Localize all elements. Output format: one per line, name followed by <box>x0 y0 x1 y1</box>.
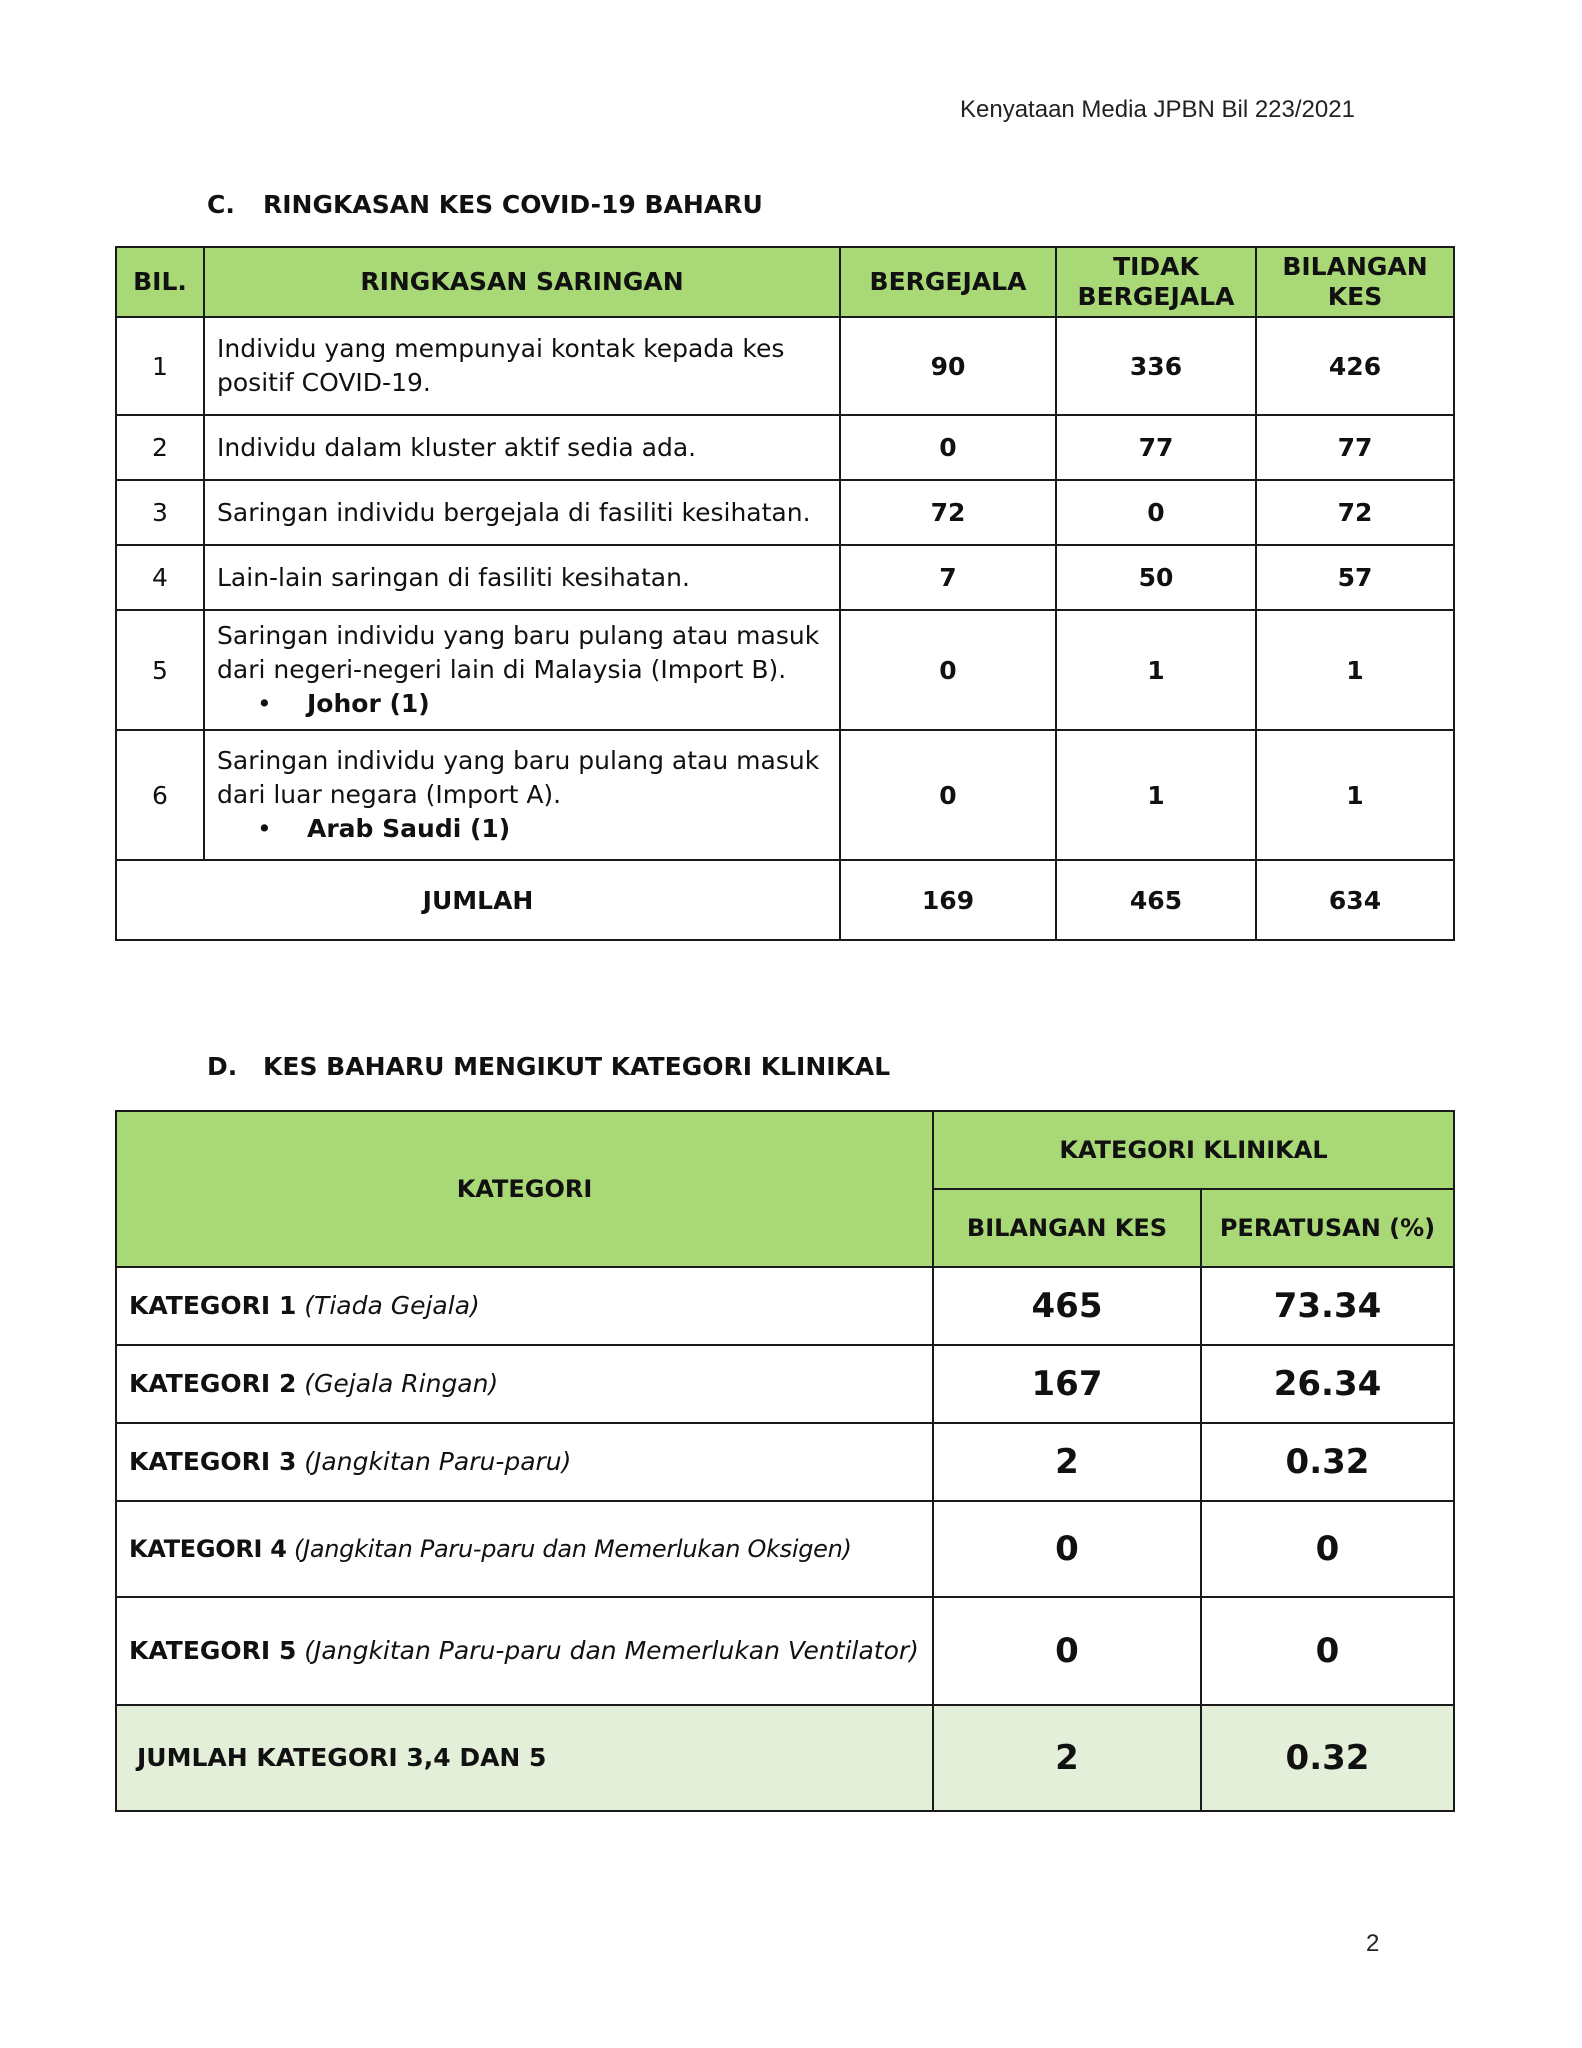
table-row <box>116 545 1454 610</box>
category-bilangan-kes: 0 <box>933 1501 1201 1597</box>
category-cell <box>116 1423 933 1501</box>
category-description: (Jangkitan Paru-paru) <box>304 1447 572 1476</box>
row-tidak-bergejala: 336 <box>1056 317 1256 415</box>
category-name: KATEGORI 5 <box>129 1636 297 1665</box>
row-bullet-text: Arab Saudi (1) <box>307 814 511 843</box>
category-name: KATEGORI 2 <box>129 1369 297 1398</box>
col-header-bilangan-kes <box>1256 247 1454 317</box>
row-bullet <box>217 687 827 721</box>
row-bil: 3 <box>116 480 204 545</box>
row-bergejala: 72 <box>840 480 1056 545</box>
category-peratusan: 0 <box>1201 1501 1454 1597</box>
table-row <box>116 1423 1454 1501</box>
total-label: JUMLAH <box>116 860 840 940</box>
category-peratusan: 73.34 <box>1201 1267 1454 1345</box>
category-cell <box>116 1345 933 1423</box>
category-cell <box>116 1597 933 1705</box>
table-row <box>116 1501 1454 1597</box>
table-row <box>116 415 1454 480</box>
row-bergejala: 0 <box>840 610 1056 730</box>
table-row <box>116 480 1454 545</box>
col-header-peratusan: PERATUSAN (%) <box>1201 1189 1454 1267</box>
table-row <box>116 1267 1454 1345</box>
col-header-tidak-line-1: TIDAK <box>1113 252 1199 281</box>
category-peratusan: 0 <box>1201 1597 1454 1705</box>
row-description: Saringan individu bergejala di fasiliti kesihatan. <box>204 480 840 545</box>
row-description: Lain-lain saringan di fasiliti kesihatan. <box>204 545 840 610</box>
row-bil: 2 <box>116 415 204 480</box>
category-name: KATEGORI 3 <box>129 1447 297 1476</box>
col-header-kategori: KATEGORI <box>116 1111 933 1267</box>
row-bullet-text: Johor (1) <box>307 689 430 718</box>
category-description: (Tiada Gejala) <box>304 1291 480 1320</box>
row-bergejala: 0 <box>840 730 1056 860</box>
bullet-dot-icon: • <box>257 814 272 843</box>
col-header-tidak-bergejala <box>1056 247 1256 317</box>
row-tidak-bergejala: 0 <box>1056 480 1256 545</box>
section-d-letter: D. <box>207 1052 238 1081</box>
row-bil: 1 <box>116 317 204 415</box>
section-c-title: RINGKASAN KES COVID-19 BAHARU <box>263 190 763 219</box>
row-description: Saringan individu yang baru pulang atau masuk dari luar negara (Import A). <box>217 746 820 809</box>
section-d-heading <box>207 1052 890 1081</box>
col-header-tidak-line-2: BERGEJALA <box>1077 282 1235 311</box>
row-tidak-bergejala: 1 <box>1056 610 1256 730</box>
table-header-row <box>116 247 1454 317</box>
category-bilangan-kes: 167 <box>933 1345 1201 1423</box>
table-header-row <box>116 1111 1454 1189</box>
row-bil: 6 <box>116 730 204 860</box>
col-header-ringkasan: RINGKASAN SARINGAN <box>204 247 840 317</box>
document-reference: Kenyataan Media JPBN Bil 223/2021 <box>960 96 1355 123</box>
table-row <box>116 317 1454 415</box>
row-bilangan-kes: 1 <box>1256 610 1454 730</box>
section-c-heading <box>207 190 763 219</box>
total-label: JUMLAH KATEGORI 3,4 DAN 5 <box>116 1705 933 1811</box>
category-description: (Jangkitan Paru-paru dan Memerlukan Ventilator) <box>304 1636 919 1665</box>
row-bil: 4 <box>116 545 204 610</box>
col-header-bil: BIL. <box>116 247 204 317</box>
row-bilangan-kes: 72 <box>1256 480 1454 545</box>
category-peratusan: 0.32 <box>1201 1423 1454 1501</box>
col-header-bilangan-line-2: KES <box>1327 282 1383 311</box>
row-description-cell <box>204 610 840 730</box>
table-row <box>116 1345 1454 1423</box>
page-number: 2 <box>1366 1930 1380 1957</box>
total-row <box>116 1705 1454 1811</box>
row-bullet <box>217 812 827 846</box>
row-bergejala: 0 <box>840 415 1056 480</box>
ringkasan-kes-table <box>115 246 1455 941</box>
col-header-kategori-klinikal: KATEGORI KLINIKAL <box>933 1111 1454 1189</box>
section-c-letter: C. <box>207 190 235 219</box>
col-header-bilangan-kes: BILANGAN KES <box>933 1189 1201 1267</box>
row-bil: 5 <box>116 610 204 730</box>
section-d-title: KES BAHARU MENGIKUT KATEGORI KLINIKAL <box>263 1052 891 1081</box>
category-peratusan: 26.34 <box>1201 1345 1454 1423</box>
category-bilangan-kes: 0 <box>933 1597 1201 1705</box>
kategori-klinikal-table <box>115 1110 1455 1812</box>
row-bilangan-kes: 57 <box>1256 545 1454 610</box>
row-description: Individu dalam kluster aktif sedia ada. <box>204 415 840 480</box>
col-header-bergejala: BERGEJALA <box>840 247 1056 317</box>
row-tidak-bergejala: 1 <box>1056 730 1256 860</box>
total-bergejala: 169 <box>840 860 1056 940</box>
row-bilangan-kes: 77 <box>1256 415 1454 480</box>
category-name: KATEGORI 4 <box>129 1535 287 1563</box>
total-row <box>116 860 1454 940</box>
category-cell <box>116 1267 933 1345</box>
row-bergejala: 7 <box>840 545 1056 610</box>
row-description: Individu yang mempunyai kontak kepada kes positif COVID-19. <box>204 317 840 415</box>
row-bilangan-kes: 426 <box>1256 317 1454 415</box>
row-description: Saringan individu yang baru pulang atau masuk dari negeri-negeri lain di Malaysia (Import B). <box>217 621 820 684</box>
category-bilangan-kes: 2 <box>933 1423 1201 1501</box>
bullet-dot-icon: • <box>257 689 272 718</box>
row-description-cell <box>204 730 840 860</box>
table-row <box>116 1597 1454 1705</box>
category-bilangan-kes: 465 <box>933 1267 1201 1345</box>
category-name: KATEGORI 1 <box>129 1291 297 1320</box>
col-header-bilangan-line-1: BILANGAN <box>1282 252 1428 281</box>
total-tidak-bergejala: 465 <box>1056 860 1256 940</box>
row-tidak-bergejala: 50 <box>1056 545 1256 610</box>
total-bilangan-kes: 634 <box>1256 860 1454 940</box>
category-description: (Gejala Ringan) <box>304 1369 499 1398</box>
row-bilangan-kes: 1 <box>1256 730 1454 860</box>
table-row <box>116 730 1454 860</box>
table-row <box>116 610 1454 730</box>
row-tidak-bergejala: 77 <box>1056 415 1256 480</box>
total-bilangan-kes: 2 <box>933 1705 1201 1811</box>
category-description: (Jangkitan Paru-paru dan Memerlukan Oksigen) <box>294 1535 852 1563</box>
row-bergejala: 90 <box>840 317 1056 415</box>
total-peratusan: 0.32 <box>1201 1705 1454 1811</box>
category-cell <box>116 1501 933 1597</box>
